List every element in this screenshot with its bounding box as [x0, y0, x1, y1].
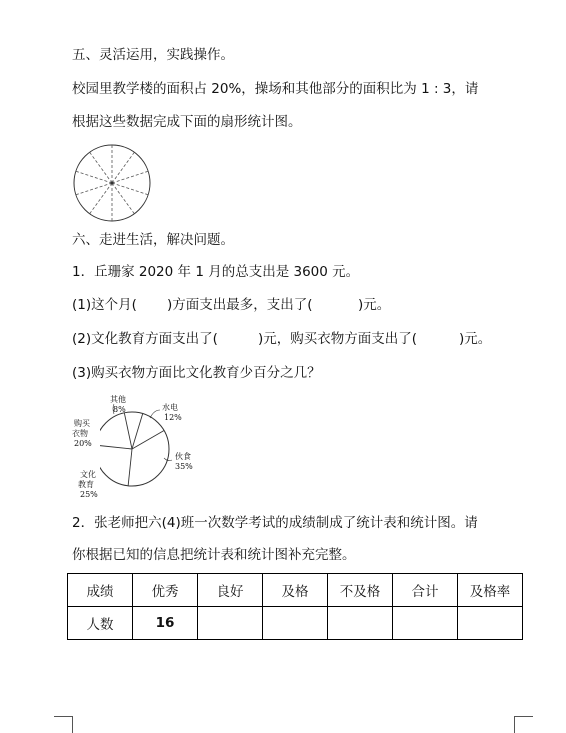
q1-sub1-part-a: (1)这个月( [72, 297, 137, 313]
pie-pct-utilities: 12% [164, 413, 182, 422]
pie-label-other: 其他 [110, 395, 126, 404]
pie-pct-food: 35% [175, 462, 193, 471]
table-header-cell: 及格率 [458, 574, 523, 607]
sector-dashed-line [76, 171, 112, 183]
table-header-cell: 合计 [393, 574, 458, 607]
pie-label-education-line1: 文化 [80, 470, 96, 479]
table-header-cell: 良好 [198, 574, 263, 607]
pie-pct-education: 25% [80, 490, 98, 499]
score-stats-table [67, 573, 523, 640]
q1-sub1-part-b: )方面支出最多，支出了( [167, 297, 313, 313]
pie-pct-clothing: 20% [74, 439, 92, 448]
q1-sub2-part-c: )元。 [459, 331, 492, 347]
table-header-row [68, 574, 523, 607]
pie-label-clothing-line2: 衣物 [72, 429, 88, 438]
pie-label-utilities: 水电 [162, 403, 178, 412]
q1-sub3: (3)购买衣物方面比文化教育少百分之几？ [72, 365, 321, 381]
table-cell-total [393, 607, 458, 640]
q1-sub2-part-b: )元，购买衣物方面支出了( [258, 331, 418, 347]
page-corner-mark-right [514, 716, 533, 733]
pie-label-food: 伙食 [175, 452, 191, 461]
section6-heading: 六、走进生活，解决问题。 [72, 232, 234, 248]
pie-outline [100, 412, 169, 486]
table-cell-fail [328, 607, 393, 640]
question2-line2: 你根据已知的信息把统计表和统计图补充完整。 [72, 547, 356, 563]
table-cell-pass [263, 607, 328, 640]
table-cell-pass-rate [458, 607, 523, 640]
question1-intro: 1．丘珊家 2020 年 1 月的总支出是 3600 元。 [72, 264, 360, 280]
table-row [68, 607, 523, 640]
table-cell-good [198, 607, 263, 640]
empty-pie-circle [72, 143, 152, 223]
sector-dashed-line [112, 183, 148, 195]
page-corner-mark-left [54, 716, 73, 733]
sector-dashed-line [90, 183, 112, 214]
table-cell-excellent: 16 [133, 607, 198, 640]
table-header-cell: 及格 [263, 574, 328, 607]
pie-slice-boundary [100, 445, 132, 449]
table-header-cell: 优秀 [133, 574, 198, 607]
sector-dashed-line [76, 183, 112, 195]
question2-line1: 2．张老师把六(4)班一次数学考试的成绩制成了统计表和统计图。请 [72, 515, 478, 531]
table-header-cell: 不及格 [328, 574, 393, 607]
pie-slice-boundary [128, 449, 132, 486]
section5-paragraph-line1: 校园里教学楼的面积占 20%，操场和其他部分的面积比为 1 : 3，请 [72, 81, 479, 97]
sector-dashed-line [112, 152, 134, 183]
sector-dashed-line [112, 183, 134, 214]
pie-label-clothing-line1: 购买 [74, 419, 90, 428]
q1-sub1-part-c: )元。 [358, 297, 391, 313]
table-row-label: 人数 [68, 607, 133, 640]
pie-label-education-line2: 教育 [78, 480, 94, 489]
pie-pct-other: 8% [113, 405, 126, 414]
q1-sub2-part-a: (2)文化教育方面支出了( [72, 331, 218, 347]
section5-heading: 五、灵活运用，实践操作。 [72, 47, 234, 63]
pie-slice-boundary [124, 413, 132, 449]
sector-dashed-line [112, 171, 148, 183]
section5-paragraph-line2: 根据这些数据完成下面的扇形统计图。 [72, 114, 302, 130]
table-header-cell: 成绩 [68, 574, 133, 607]
sector-dashed-line [90, 152, 112, 183]
